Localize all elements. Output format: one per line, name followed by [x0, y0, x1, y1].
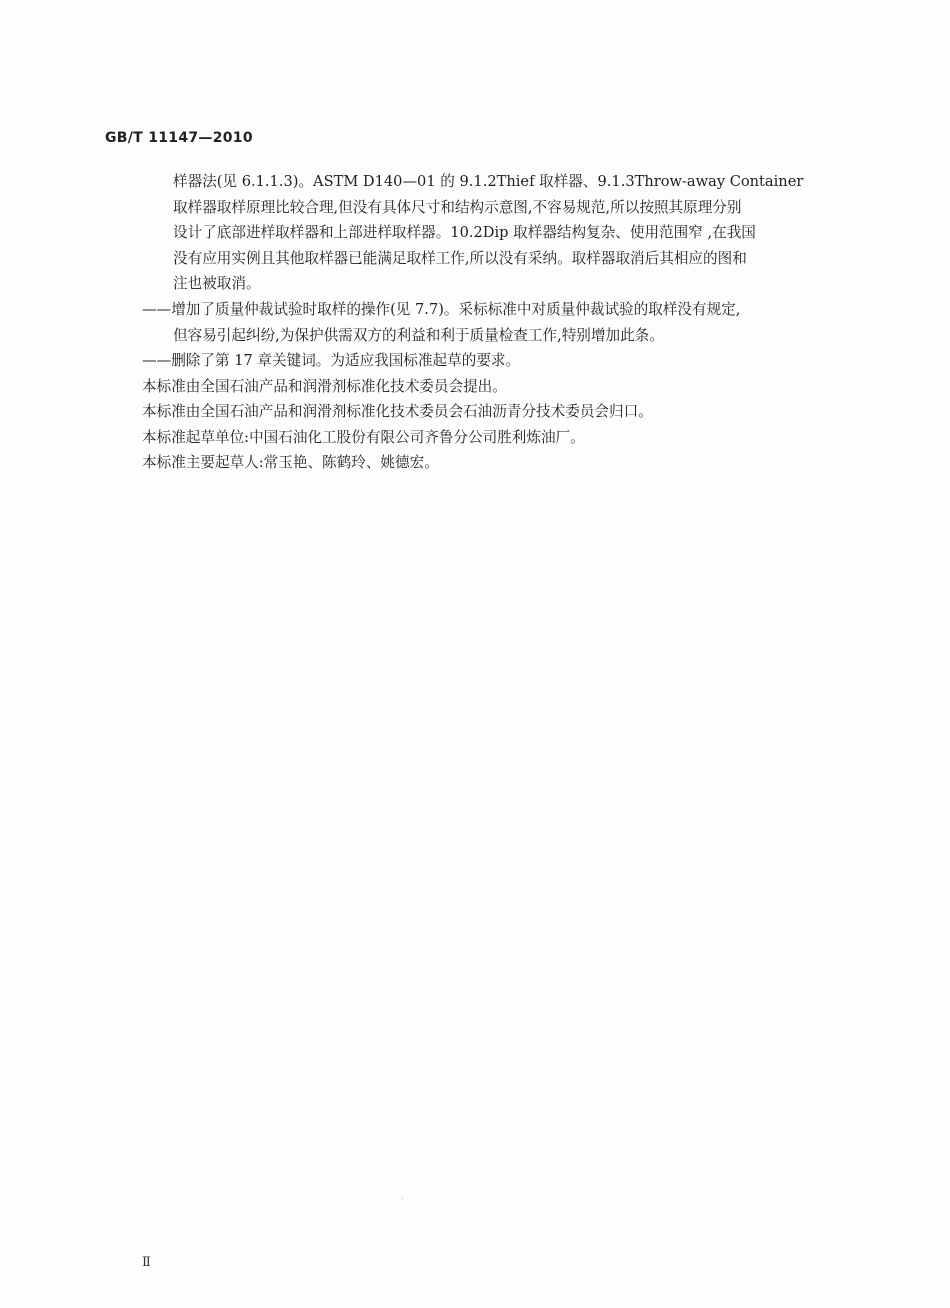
- paragraph-proposed-by: 本标准由全国石油产品和润滑剂标准化技术委员会提出。: [142, 378, 507, 395]
- text-line: 注也被取消。: [173, 275, 261, 292]
- scan-speck: [402, 1198, 403, 1199]
- page-number: Ⅱ: [142, 1255, 151, 1270]
- text-line: 没有应用实例且其他取样器已能满足取样工作,所以没有采纳。取样器取消后其相应的图和: [173, 250, 747, 267]
- list-item-text: ——删除了第 17 章关键词。为适应我国标准起草的要求。: [142, 352, 521, 369]
- paragraph-drafting-unit: 本标准起草单位:中国石油化工股份有限公司齐鲁分公司胜利炼油厂。: [142, 429, 585, 446]
- text-line: 样器法(见 6.1.1.3)。ASTM D140—01 的 9.1.2Thief 取样器、9.1.3Throw-away Container: [173, 173, 804, 190]
- list-item-text: 但容易引起纠纷,为保护供需双方的利益和利于质量检查工作,特别增加此条。: [173, 327, 664, 344]
- paragraph-drafters: 本标准主要起草人:常玉艳、陈鹤玲、姚德宏。: [142, 454, 439, 471]
- standard-code-header: GB/T 11147—2010: [105, 130, 253, 146]
- text-line: 取样器取样原理比较合理,但没有具体尺寸和结构示意图,不容易规范,所以按照其原理分别: [173, 199, 742, 216]
- text-line: 设计了底部进样取样器和上部进样取样器。10.2Dip 取样器结构复杂、使用范围窄 ,在我国: [173, 224, 756, 241]
- paragraph-administered-by: 本标准由全国石油产品和润滑剂标准化技术委员会石油沥青分技术委员会归口。: [142, 403, 653, 420]
- list-item-text: ——增加了质量仲裁试验时取样的操作(见 7.7)。采标标准中对质量仲裁试验的取样没有规定,: [142, 301, 741, 318]
